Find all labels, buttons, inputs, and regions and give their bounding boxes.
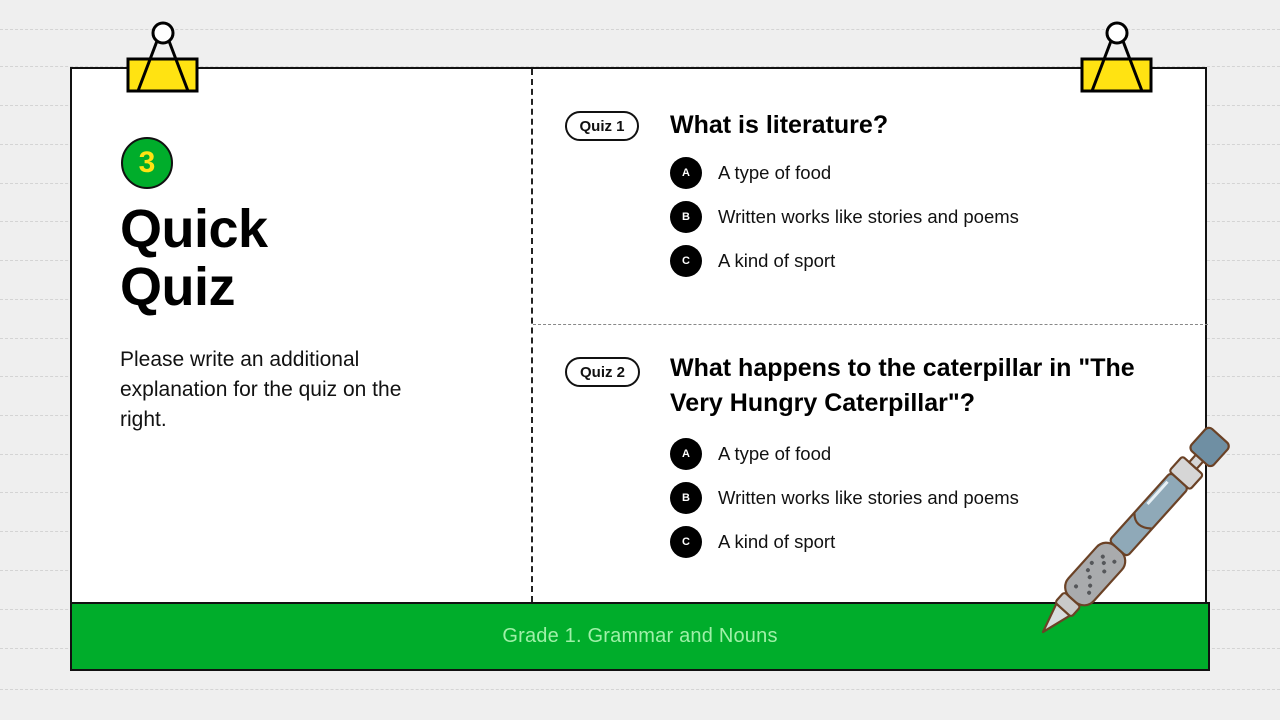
footer-text: Grade 1. Grammar and Nouns <box>502 625 778 647</box>
option-text: Written works like stories and poems <box>718 206 1019 227</box>
description-text: Please write an additional explanation for the quiz on the right. <box>120 348 402 431</box>
quiz-1-question: What is literature? <box>670 111 889 139</box>
pen-icon <box>1035 400 1270 640</box>
option-letter-badge: B <box>670 201 702 233</box>
quiz-1-label: Quiz 1 <box>565 111 639 141</box>
option-text: A kind of sport <box>718 250 836 271</box>
page-title <box>120 200 268 316</box>
title-line-1: Quick <box>120 199 268 259</box>
option-letter-badge: C <box>670 245 702 277</box>
vertical-divider <box>531 69 533 602</box>
option-text: Written works like stories and poems <box>718 487 1019 508</box>
background-line <box>0 689 1280 690</box>
quiz-2-option-a[interactable] <box>670 438 831 470</box>
horizontal-divider <box>533 324 1208 325</box>
option-text: A kind of sport <box>718 531 836 552</box>
quiz-1-option-c[interactable] <box>670 245 835 277</box>
quiz-2-option-b[interactable] <box>670 482 1019 514</box>
quiz-2-label: Quiz 2 <box>565 357 640 387</box>
section-number-badge: 3 <box>121 137 173 189</box>
quiz-2-option-c[interactable] <box>670 526 835 558</box>
quiz-1-option-b[interactable] <box>670 201 1019 233</box>
title-line-2: Quiz <box>120 257 235 317</box>
option-text: A type of food <box>718 162 832 183</box>
option-text: A type of food <box>718 443 832 464</box>
option-letter-badge: B <box>670 482 702 514</box>
option-letter-badge: C <box>670 526 702 558</box>
quiz-2-question: What happens to the caterpillar in "The Very Hungry Caterpillar"? <box>670 354 1135 417</box>
quiz-1-option-a[interactable] <box>670 157 831 189</box>
option-letter-badge: A <box>670 438 702 470</box>
binder-clip-icon <box>126 20 200 94</box>
option-letter-badge: A <box>670 157 702 189</box>
binder-clip-icon <box>1080 20 1154 94</box>
